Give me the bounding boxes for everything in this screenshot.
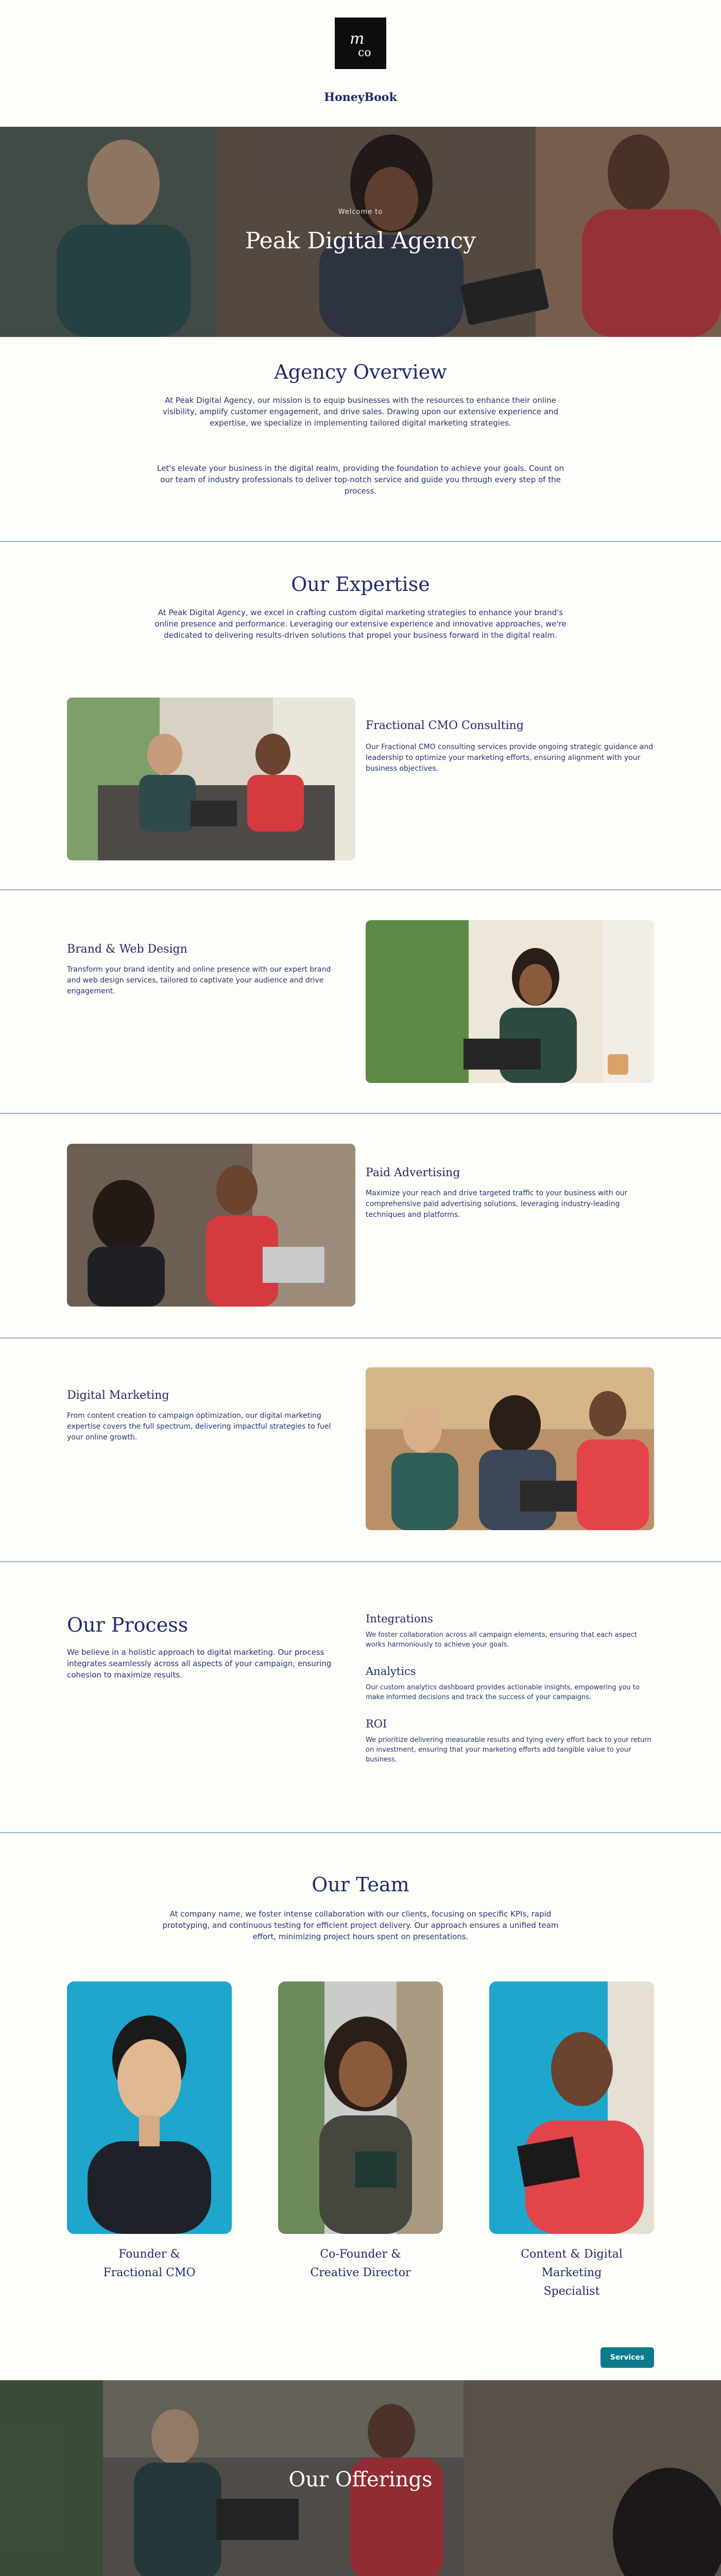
service-text: From content creation to campaign optimization, our digital marketing expertise covers the full spectrum, delivering impactful strategies to fuel your online growth.: [67, 1412, 331, 1442]
service-title: Fractional CMO Consulting: [366, 719, 524, 732]
designer-photo: [366, 920, 654, 1083]
office-photo: [67, 698, 355, 860]
service-image-fractional-cmo: [67, 698, 355, 860]
logo-mark-icon: [342, 25, 379, 61]
portrait-photo: [489, 1981, 654, 2234]
process-title: Our Process: [67, 1614, 188, 1636]
hero-title: Peak Digital Agency: [245, 228, 476, 254]
team-photo-founder: [67, 1981, 232, 2234]
team-title: Our Team: [312, 1873, 409, 1896]
divider: [0, 1832, 721, 1833]
overview-paragraph-1: At Peak Digital Agency, our mission is to equip businesses with the resources to enhance their online visibility, amplify customer engagement, and drive sales. Drawing upon our extensive experience and expertise, we specialize in implementing tailored digital marketing strategies.: [162, 396, 559, 428]
service-image-brand-web: [366, 920, 654, 1083]
team-member-role: Founder & Fractional CMO: [103, 2248, 196, 2279]
brand-logo: [335, 18, 386, 69]
team-photo: [366, 1367, 654, 1530]
expertise-title: Our Expertise: [291, 573, 430, 596]
divider: [0, 1113, 721, 1114]
brand-name: HoneyBook: [324, 91, 397, 104]
service-title: Paid Advertising: [366, 1166, 460, 1179]
team-member-role: Content & Digital Marketing Specialist: [521, 2248, 623, 2298]
team-photo-cofounder: [278, 1981, 443, 2234]
expertise-intro: At Peak Digital Agency, we excel in crafting custom digital marketing strategies to enhance your brand's online presence and performance. Leveraging our extensive experience and innovative approaches, we're dedicated to delivering results-driven solutions that propel your business forward in the digital realm.: [154, 608, 566, 640]
process-step-title: Integrations: [366, 1613, 433, 1625]
process-step-title: ROI: [366, 1718, 387, 1730]
process-step-text: Our custom analytics dashboard provides actionable insights, empowering you to make informed decisions and track the success of your campaigns.: [366, 1684, 640, 1701]
team-photo-specialist: [489, 1981, 654, 2234]
meeting-photo: [67, 1144, 355, 1307]
service-text: Transform your brand identity and online presence with our expert brand and web design services, tailored to captivate your audience and drive engagement.: [67, 965, 331, 995]
hero-banner: [0, 127, 721, 337]
divider: [0, 1337, 721, 1338]
divider: [0, 889, 721, 890]
svg-text:m: m: [350, 30, 365, 48]
portrait-photo: [67, 1981, 232, 2234]
divider: [0, 1561, 721, 1562]
service-text: Our Fractional CMO consulting services provide ongoing strategic guidance and leadership to optimize your marketing efforts, ensuring alignment with your business objectives.: [366, 743, 654, 773]
service-image-paid-ads: [67, 1144, 355, 1307]
service-text: Maximize your reach and drive targeted traffic to your business with our comprehensive paid advertising solutions, leveraging industry-leading techniques and platforms.: [366, 1189, 628, 1219]
team-member-role: Co-Founder & Creative Director: [310, 2248, 411, 2279]
hero-kicker: Welcome to: [338, 208, 383, 216]
service-image-digital-marketing: [366, 1367, 654, 1530]
team-intro: At company name, we foster intense collaboration with our clients, focusing on specific KPIs, rapid prototyping, and continuous testing for efficient project delivery. Our approach ensures a unified team effort, minimizing project hours spent on presentations.: [162, 1909, 559, 1941]
offerings-banner: [0, 2380, 721, 2576]
svg-text:co: co: [358, 46, 371, 59]
process-step-text: We prioritize delivering measurable results and tying every effort back to your return on investment, ensuring that your marketing efforts add tangible value to your business.: [366, 1736, 651, 1764]
overview-title: Agency Overview: [274, 361, 447, 383]
portrait-photo: [278, 1981, 443, 2234]
process-step-title: Analytics: [366, 1665, 416, 1677]
service-title: Digital Marketing: [67, 1389, 169, 1402]
process-step-text: We foster collaboration across all campaign elements, ensuring that each aspect works harmoniously to achieve your goals.: [366, 1631, 638, 1649]
offerings-banner-title: Our Offerings: [288, 2468, 433, 2492]
overview-paragraph-2: Let's elevate your business in the digital realm, providing the foundation to achieve your goals. Count on our team of industry professionals to deliver top-notch service and guide you through every step of the process.: [157, 464, 564, 496]
services-button[interactable]: Services: [600, 2347, 654, 2368]
process-text: We believe in a holistic approach to digital marketing. Our process integrates seamlessly across all aspects of your campaign, ensuring cohesion to maximize results.: [67, 1648, 332, 1680]
service-title: Brand & Web Design: [67, 943, 187, 956]
divider: [0, 541, 721, 542]
